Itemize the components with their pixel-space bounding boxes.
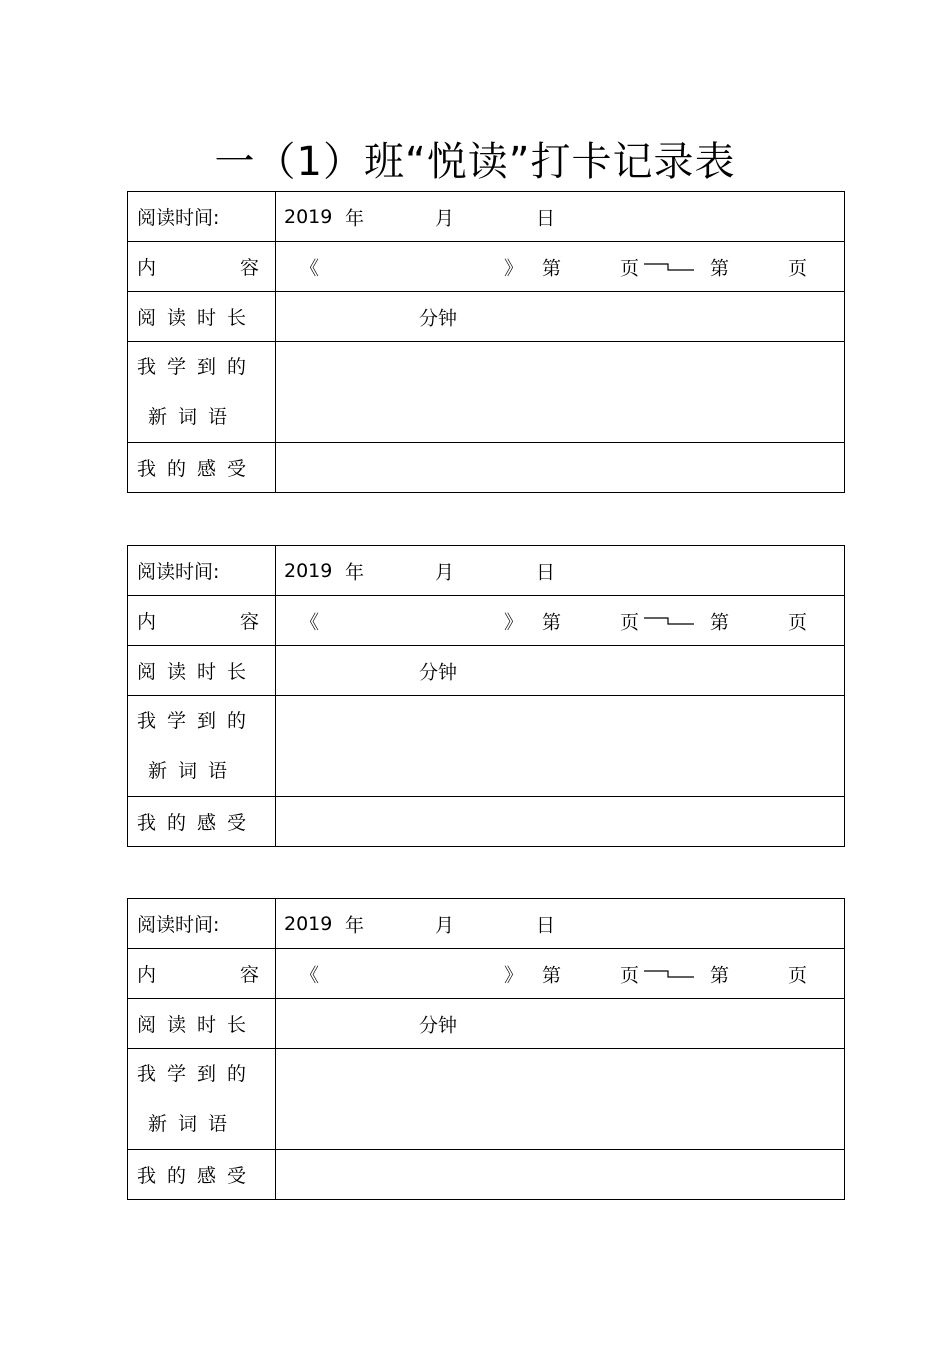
day-unit: 日 (536, 914, 556, 936)
duration-row (128, 292, 845, 342)
reading-time-row (128, 899, 845, 949)
book-close-mark: 》 (504, 257, 524, 279)
content-label: 内 容 (128, 242, 276, 292)
duration-cell[interactable] (276, 292, 845, 342)
content-row (128, 596, 845, 646)
page-end-prefix: 第 (710, 964, 730, 986)
month-unit: 月 (435, 207, 455, 229)
duration-cell[interactable] (276, 999, 845, 1049)
reading-time-label: 阅读时间: (128, 546, 276, 596)
new-words-label: 我学到的 新词语 (128, 1049, 276, 1150)
content-row (128, 242, 845, 292)
reading-time-row (128, 546, 845, 596)
new-words-row (128, 342, 845, 443)
book-close-mark: 》 (504, 611, 524, 633)
content-cell[interactable] (276, 596, 845, 646)
page-end-unit: 页 (788, 611, 808, 633)
feeling-cell[interactable] (276, 443, 845, 493)
minutes-unit: 分钟 (419, 661, 458, 683)
year-value: 2019 (284, 912, 333, 935)
book-close-mark: 》 (504, 964, 524, 986)
content-label: 内 容 (128, 949, 276, 999)
reading-record-table-1 (127, 191, 845, 493)
page-end-unit: 页 (788, 964, 808, 986)
page-end-unit: 页 (788, 257, 808, 279)
feeling-label: 我的感受 (128, 797, 276, 847)
page-start-unit: 页 (620, 257, 640, 279)
duration-cell[interactable] (276, 646, 845, 696)
book-open-mark: 《 (300, 964, 320, 986)
year-unit: 年 (345, 207, 365, 229)
page-start-unit: 页 (620, 611, 640, 633)
book-open-mark: 《 (300, 257, 320, 279)
page-range-connector-icon (644, 263, 694, 271)
feeling-row (128, 1150, 845, 1200)
new-words-label: 我学到的 新词语 (128, 696, 276, 797)
content-cell[interactable] (276, 242, 845, 292)
reading-record-table-3 (127, 898, 845, 1200)
feeling-cell[interactable] (276, 1150, 845, 1200)
year-value: 2019 (284, 205, 333, 228)
book-open-mark: 《 (300, 611, 320, 633)
new-words-label: 我学到的 新词语 (128, 342, 276, 443)
feeling-row (128, 797, 845, 847)
new-words-row (128, 696, 845, 797)
feeling-label: 我的感受 (128, 1150, 276, 1200)
minutes-unit: 分钟 (419, 307, 458, 329)
feeling-label: 我的感受 (128, 443, 276, 493)
reading-date-cell[interactable] (276, 546, 845, 596)
duration-row (128, 999, 845, 1049)
content-cell[interactable] (276, 949, 845, 999)
day-unit: 日 (536, 561, 556, 583)
new-words-cell[interactable] (276, 696, 845, 797)
content-row (128, 949, 845, 999)
duration-row (128, 646, 845, 696)
duration-label: 阅读时长 (128, 999, 276, 1049)
reading-date-cell[interactable] (276, 899, 845, 949)
reading-date-cell[interactable] (276, 192, 845, 242)
month-unit: 月 (435, 561, 455, 583)
reading-time-row (128, 192, 845, 242)
duration-label: 阅读时长 (128, 292, 276, 342)
new-words-cell[interactable] (276, 342, 845, 443)
reading-time-label: 阅读时间: (128, 899, 276, 949)
new-words-cell[interactable] (276, 1049, 845, 1150)
year-unit: 年 (345, 561, 365, 583)
page-start-prefix: 第 (542, 611, 562, 633)
year-unit: 年 (345, 914, 365, 936)
feeling-cell[interactable] (276, 797, 845, 847)
year-value: 2019 (284, 559, 333, 582)
month-unit: 月 (435, 914, 455, 936)
new-words-row (128, 1049, 845, 1150)
feeling-row (128, 443, 845, 493)
page-start-prefix: 第 (542, 964, 562, 986)
duration-label: 阅读时长 (128, 646, 276, 696)
minutes-unit: 分钟 (419, 1014, 458, 1036)
page-title: 一（1）班“悦读”打卡记录表 (214, 139, 736, 185)
day-unit: 日 (536, 207, 556, 229)
reading-time-label: 阅读时间: (128, 192, 276, 242)
page-end-prefix: 第 (710, 257, 730, 279)
page-start-unit: 页 (620, 964, 640, 986)
page-range-connector-icon (644, 617, 694, 625)
content-label: 内 容 (128, 596, 276, 646)
page-start-prefix: 第 (542, 257, 562, 279)
reading-record-table-2 (127, 545, 845, 847)
page-range-connector-icon (644, 970, 694, 978)
page-end-prefix: 第 (710, 611, 730, 633)
